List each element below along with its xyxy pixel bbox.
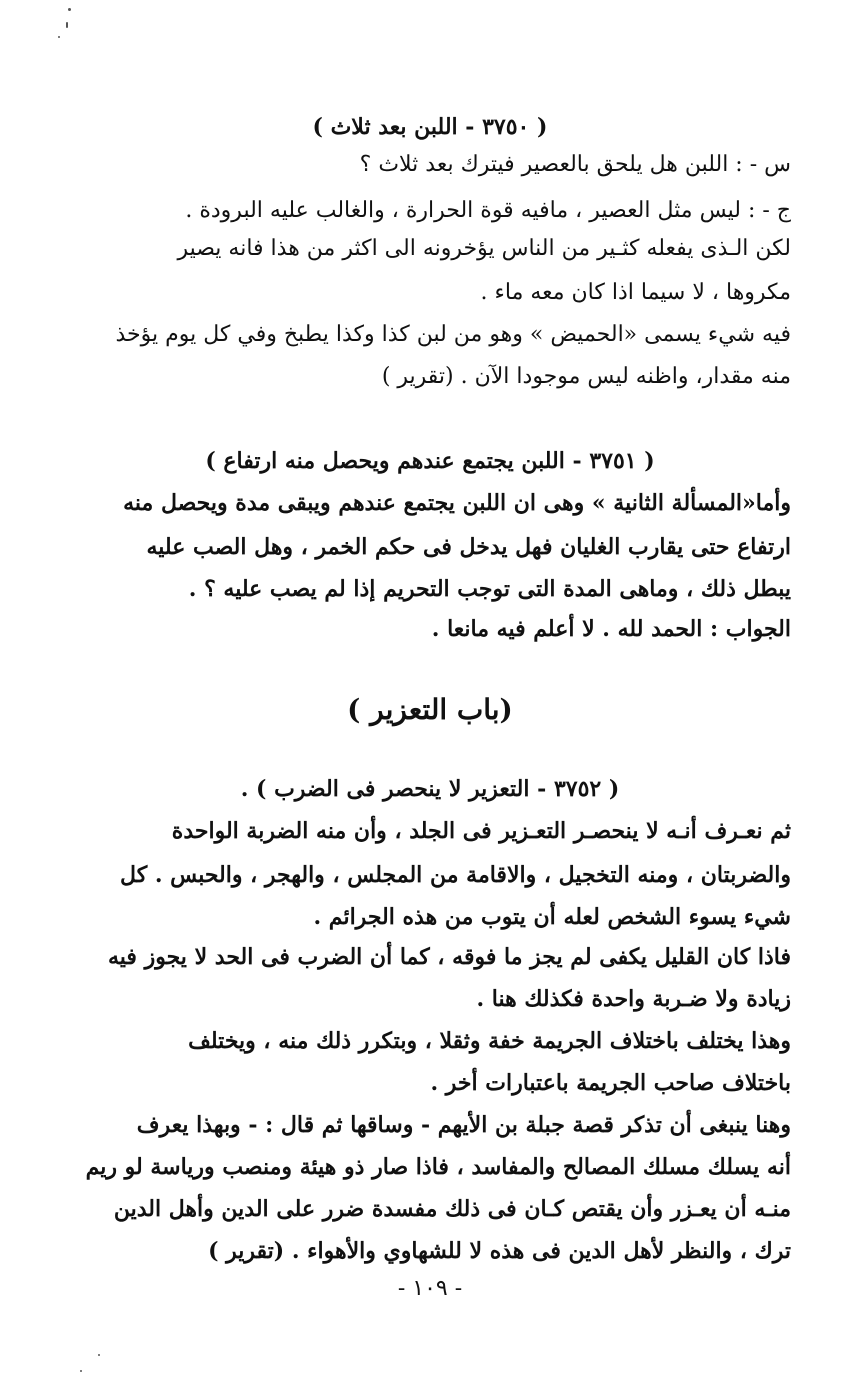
entry-3752-line: شيء يسوء الشخص لعله أن يتوب من هذه الجرائم . bbox=[313, 904, 791, 930]
entry-3752-line: وهنا ينبغى أن تذكر قصة جبلة بن الأيهم - وساقها ثم قال : - وبهذا يعرف bbox=[136, 1112, 791, 1138]
entry-3750-line: ج - : ليس مثل العصير ، مافيه قوة الحرارة ، والغالب عليه البرودة . bbox=[185, 198, 791, 223]
entry-3752-line: وهذا يختلف باختلاف الجريمة خفة وثقلا ، وبتكرر ذلك منه ، ويختلف bbox=[188, 1028, 791, 1054]
entry-3752-line: والضربتان ، ومنه التخجيل ، والاقامة من المجلس ، والهجر ، والحبس . كل bbox=[120, 862, 791, 888]
scan-speck bbox=[66, 22, 68, 28]
scan-speck bbox=[80, 1370, 82, 1372]
entry-3752-line: ثم نعـرف أنـه لا ينحصـر التعـزير فى الجلد ، وأن منه الضربة الواحدة bbox=[171, 818, 791, 844]
entry-3750-line: منه مقدار، واظنه ليس موجودا الآن . (تقرير ) bbox=[381, 364, 791, 389]
entry-3750-line: لكن الـذى يفعله كثـير من الناس يؤخرونه الى اكثر من هذا فانه يصير bbox=[177, 236, 791, 261]
page-number: - ١٠٩ - bbox=[397, 1276, 463, 1301]
entry-3752-line: باختلاف صاحب الجريمة باعتبارات أخر . bbox=[430, 1070, 791, 1096]
entry-3751-line: يبطل ذلك ، وماهى المدة التى توجب التحريم إذا لم يصب عليه ؟ . bbox=[188, 576, 791, 602]
entry-3752-line: فاذا كان القليل يكفى لم يجز ما فوقه ، كما أن الضرب فى الحد لا يجوز فيه bbox=[108, 944, 791, 970]
entry-3752-line: أنه يسلك مسلك المصالح والمفاسد ، فاذا صار ذو هيئة ومنصب ورياسة لو ريم bbox=[85, 1154, 791, 1180]
entry-heading-3751: ( ٣٧٥١ - اللبن يجتمع عندهم ويحصل منه ارتفاع ) bbox=[205, 448, 655, 474]
section-title: (باب التعزير ) bbox=[347, 693, 513, 726]
entry-3751-line: وأما«المسألة الثانية » وهى ان اللبن يجتمع عندهم ويبقى مدة ويحصل منه bbox=[123, 490, 791, 516]
entry-3752-line: ترك ، والنظر لأهل الدين فى هذه لا للشهاوي والأهواء . (تقرير ) bbox=[208, 1238, 791, 1264]
entry-3750-line: س - : اللبن هل يلحق بالعصير فيترك بعد ثلاث ؟ bbox=[359, 152, 791, 177]
scan-speck bbox=[68, 8, 71, 11]
entry-3751-line: ارتفاع حتى يقارب الغليان فهل يدخل فى حكم الخمر ، وهل الصب عليه bbox=[146, 534, 791, 560]
scan-speck bbox=[98, 1354, 100, 1356]
entry-3752-line: منـه أن يعـزر وأن يقتص كـان فى ذلك مفسدة ضرر على الدين وأهل الدين bbox=[113, 1196, 791, 1222]
entry-3751-line: الجواب : الحمد لله . لا أعلم فيه مانعا . bbox=[431, 616, 791, 642]
entry-heading-3752: ( ٣٧٥٢ - التعزير لا ينحصر فى الضرب ) . bbox=[240, 776, 620, 802]
entry-heading-3750: ( ٣٧٥٠ - اللبن بعد ثلاث ) bbox=[312, 114, 548, 140]
scan-speck bbox=[58, 36, 60, 38]
entry-3750-line: مكروها ، لا سيما اذا كان معه ماء . bbox=[480, 280, 791, 305]
entry-3752-line: زيادة ولا ضـربة واحدة فكذلك هنا . bbox=[476, 986, 791, 1012]
entry-3750-line: فيه شيء يسمى «الحميض » وهو من لبن كذا وكذا يطبخ وفي كل يوم يؤخذ bbox=[115, 322, 791, 347]
